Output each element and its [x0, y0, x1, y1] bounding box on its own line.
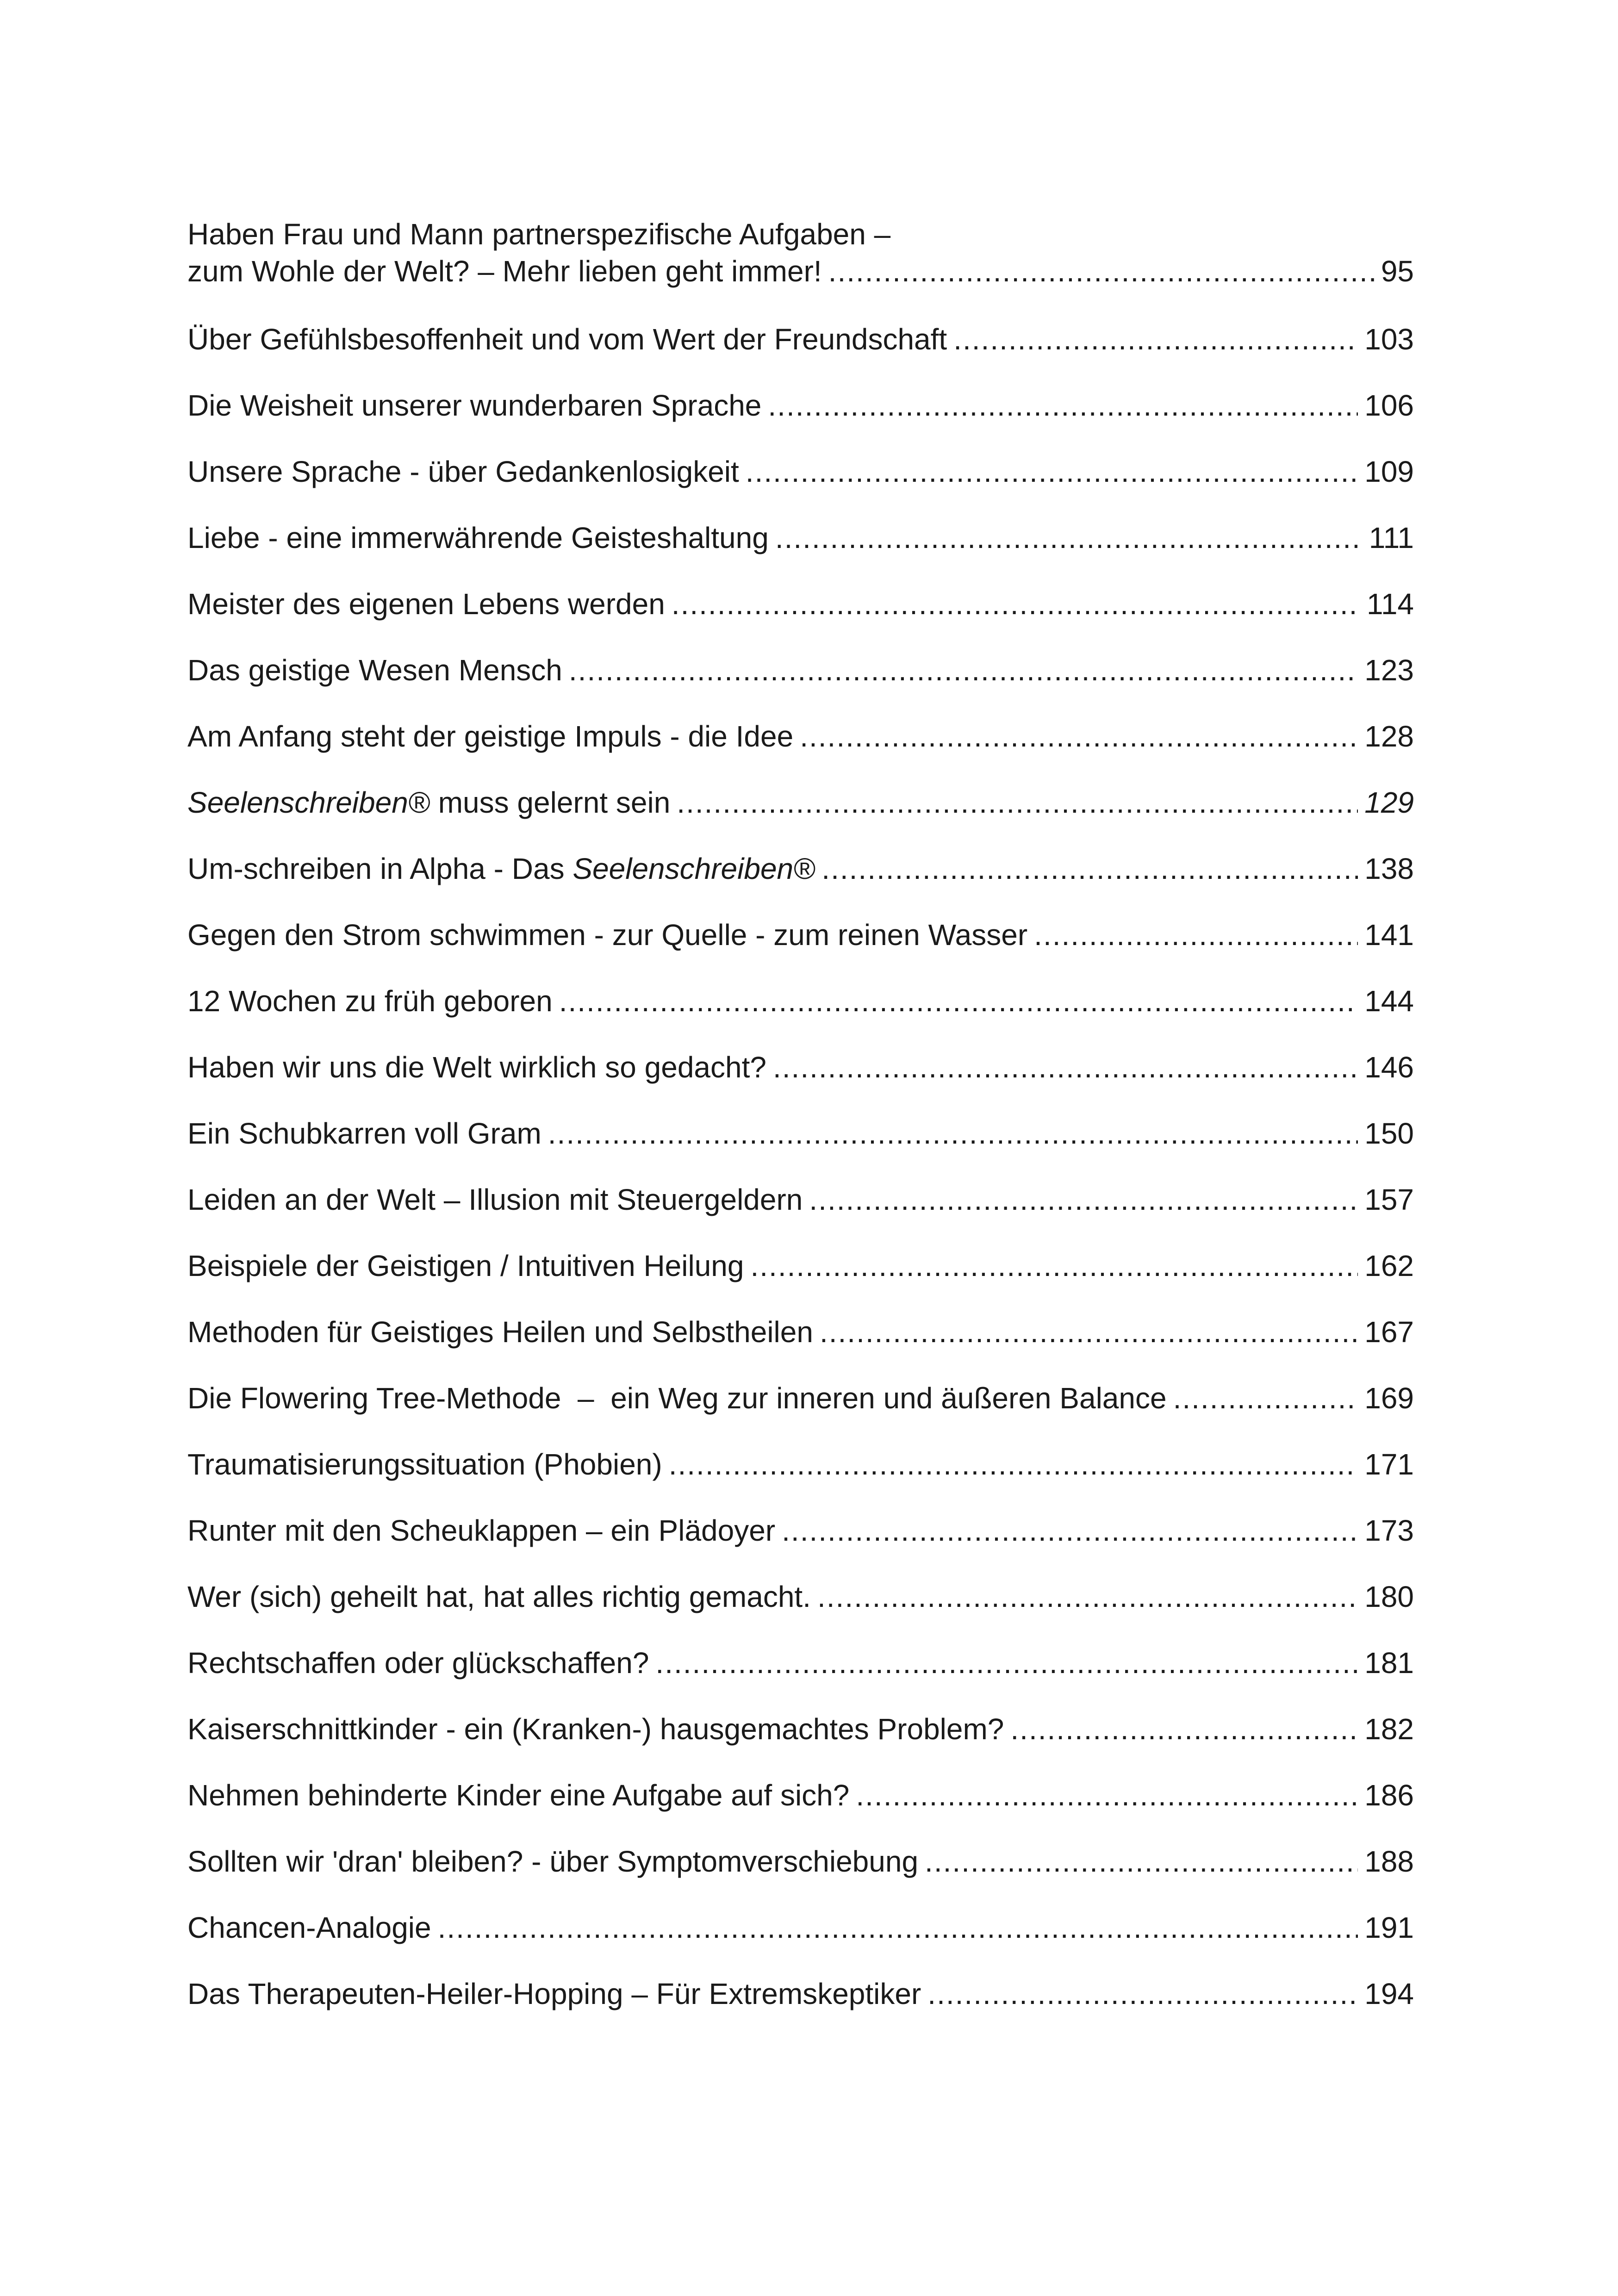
toc-entry[interactable] [187, 1167, 1414, 1233]
toc-entry-title: Gegen den Strom schwimmen - zur Quelle - zum reinen Wasser [187, 918, 1028, 952]
toc-entry-page: 182 [1364, 1712, 1414, 1746]
toc-entry-title [187, 770, 670, 836]
leader-dots [655, 1630, 1358, 1696]
toc-entry-page: 128 [1364, 720, 1414, 753]
leader-dots [768, 373, 1358, 439]
leader-dots [750, 1233, 1358, 1299]
toc-entry-page: 167 [1364, 1315, 1414, 1349]
toc-entry-title: Kaiserschnittkinder - ein (Kranken-) hausgemachtes Problem? [187, 1712, 1004, 1746]
toc-entry-page: 181 [1364, 1646, 1414, 1680]
leader-dots [559, 968, 1358, 1034]
leader-dots [773, 1034, 1358, 1101]
toc-entry-page: 138 [1364, 852, 1414, 885]
toc-entry-title: Beispiele der Geistigen / Intuitiven Heilung [187, 1249, 744, 1282]
leader-dots [438, 1895, 1358, 1961]
toc-entry-page: 146 [1364, 1051, 1414, 1084]
leader-dots [669, 1431, 1358, 1498]
toc-entry-title-emphasis: Seelenschreiben® [187, 786, 430, 819]
leader-dots [1010, 1696, 1358, 1762]
toc-entry-title: Das geistige Wesen Mensch [187, 653, 562, 687]
leader-dots [856, 1762, 1358, 1829]
toc-entry-title: Leiden an der Welt – Illusion mit Steuergeldern [187, 1183, 803, 1216]
toc-entry-title: Ein Schubkarren voll Gram [187, 1117, 541, 1150]
toc-entry-title: Methoden für Geistiges Heilen und Selbstheilen [187, 1315, 813, 1349]
toc-entry-title-emphasis: Seelenschreiben® [573, 852, 815, 885]
toc-entry-page: 95 [1381, 255, 1414, 288]
leader-dots [746, 439, 1358, 505]
toc-entry[interactable] [187, 1762, 1414, 1829]
leader-dots [820, 1299, 1358, 1365]
toc-entry-page: 171 [1364, 1448, 1414, 1481]
toc-entry-title: Sollten wir 'dran' bleiben? - über Symptomverschiebung [187, 1845, 919, 1878]
toc-entry-title: Chancen-Analogie [187, 1911, 431, 1944]
toc-entry[interactable] [187, 770, 1414, 836]
toc-entry-title: Das Therapeuten-Heiler-Hopping – Für Extremskeptiker [187, 1977, 921, 2010]
toc-entry[interactable] [187, 211, 1414, 306]
toc-entry-title [187, 836, 815, 902]
toc-entry[interactable] [187, 571, 1414, 637]
toc-entry-title: Liebe - eine immerwährende Geisteshaltung [187, 521, 769, 554]
toc-entry[interactable] [187, 836, 1414, 902]
leader-dots [548, 1101, 1358, 1167]
toc-entry-title-rest: muss gelernt sein [429, 786, 671, 819]
toc-entry-title: Die Weisheit unserer wunderbaren Sprache [187, 389, 762, 422]
leader-dots [821, 836, 1358, 902]
toc-entry[interactable] [187, 306, 1414, 373]
toc-entry[interactable] [187, 1299, 1414, 1365]
toc-entry-title: Die Flowering Tree-Methode – ein Weg zur inneren und äußeren Balance [187, 1381, 1167, 1415]
toc-entry-page: 186 [1364, 1779, 1414, 1812]
toc-entry[interactable] [187, 373, 1414, 439]
toc-entry[interactable] [187, 703, 1414, 770]
toc-entry-page: 169 [1364, 1381, 1414, 1415]
toc-entry-page: 111 [1369, 521, 1414, 554]
toc-entry-title: Über Gefühlsbesoffenheit und vom Wert der Freundschaft [187, 323, 947, 356]
toc-entry-page: 106 [1364, 389, 1414, 422]
leader-dots [953, 306, 1358, 373]
toc-entry-title: Traumatisierungssituation (Phobien) [187, 1448, 662, 1481]
toc-entry-title: Rechtschaffen oder glückschaffen? [187, 1646, 649, 1680]
toc-entry-page: 114 [1366, 587, 1414, 621]
toc-entry[interactable] [187, 1630, 1414, 1696]
toc-entry[interactable] [187, 439, 1414, 505]
toc-entry-page: 162 [1364, 1249, 1414, 1282]
toc-entry[interactable] [187, 1829, 1414, 1895]
toc-entry[interactable] [187, 1034, 1414, 1101]
toc-entry[interactable] [187, 1961, 1414, 2027]
leader-dots [569, 637, 1358, 703]
toc-entry-page: 157 [1364, 1183, 1414, 1216]
toc-entry-page: 188 [1364, 1845, 1414, 1878]
leader-dots [817, 1564, 1358, 1630]
toc-entry[interactable] [187, 1696, 1414, 1762]
leader-dots [927, 1961, 1358, 2027]
leader-dots [1034, 902, 1358, 968]
leader-dots [828, 248, 1375, 294]
leader-dots [800, 703, 1358, 770]
leader-dots [672, 571, 1360, 637]
leader-dots [809, 1167, 1358, 1233]
toc-entry[interactable] [187, 1431, 1414, 1498]
leader-dots [782, 1498, 1358, 1564]
toc-entry-title: Wer (sich) geheilt hat, hat alles richtig gemacht. [187, 1580, 811, 1613]
toc-entry[interactable] [187, 1564, 1414, 1630]
toc-entry[interactable] [187, 1365, 1414, 1431]
toc-entry-title: Haben wir uns die Welt wirklich so gedacht? [187, 1051, 766, 1084]
leader-dots [1173, 1365, 1358, 1431]
toc-entry-page: 123 [1364, 653, 1414, 687]
toc-entry-page: 103 [1364, 323, 1414, 356]
toc-entry-title: Meister des eigenen Lebens werden [187, 587, 665, 621]
toc-entry-page: 141 [1364, 918, 1414, 952]
toc-entry[interactable] [187, 505, 1414, 571]
toc-entry-page: 191 [1364, 1911, 1414, 1944]
toc-entry-page: 109 [1364, 455, 1414, 488]
toc-entry-page: 144 [1364, 984, 1414, 1018]
toc-entry-page: 129 [1364, 786, 1414, 819]
toc-entry[interactable] [187, 1498, 1414, 1564]
toc-entry-title-line1: Haben Frau und Mann partnerspezifische Aufgaben – [187, 218, 891, 251]
toc-entry-title: 12 Wochen zu früh geboren [187, 984, 553, 1018]
toc-entry-page: 194 [1364, 1977, 1414, 2010]
toc-entry-page: 150 [1364, 1117, 1414, 1150]
toc-entry-title: zum Wohle der Welt? – Mehr lieben geht immer! [187, 255, 822, 288]
leader-dots [775, 505, 1363, 571]
toc-entry[interactable] [187, 1233, 1414, 1299]
toc-entry[interactable] [187, 902, 1414, 968]
toc-entry[interactable] [187, 1895, 1414, 1961]
toc-entry-title: Unsere Sprache - über Gedankenlosigkeit [187, 455, 739, 488]
toc-entry[interactable] [187, 637, 1414, 703]
toc-entry-title: Am Anfang steht der geistige Impuls - die Idee [187, 720, 794, 753]
toc-entry[interactable] [187, 1101, 1414, 1167]
toc-entry[interactable] [187, 968, 1414, 1034]
toc-entry-title-pre: Um-schreiben in Alpha - Das [187, 852, 573, 885]
toc-entry-page: 180 [1364, 1580, 1414, 1613]
leader-dots [925, 1829, 1358, 1895]
leader-dots [677, 770, 1358, 836]
table-of-contents [187, 211, 1414, 2027]
toc-entry-page: 173 [1364, 1514, 1414, 1547]
toc-entry-title: Nehmen behinderte Kinder eine Aufgabe auf sich? [187, 1779, 850, 1812]
toc-entry-title: Runter mit den Scheuklappen – ein Plädoyer [187, 1514, 776, 1547]
